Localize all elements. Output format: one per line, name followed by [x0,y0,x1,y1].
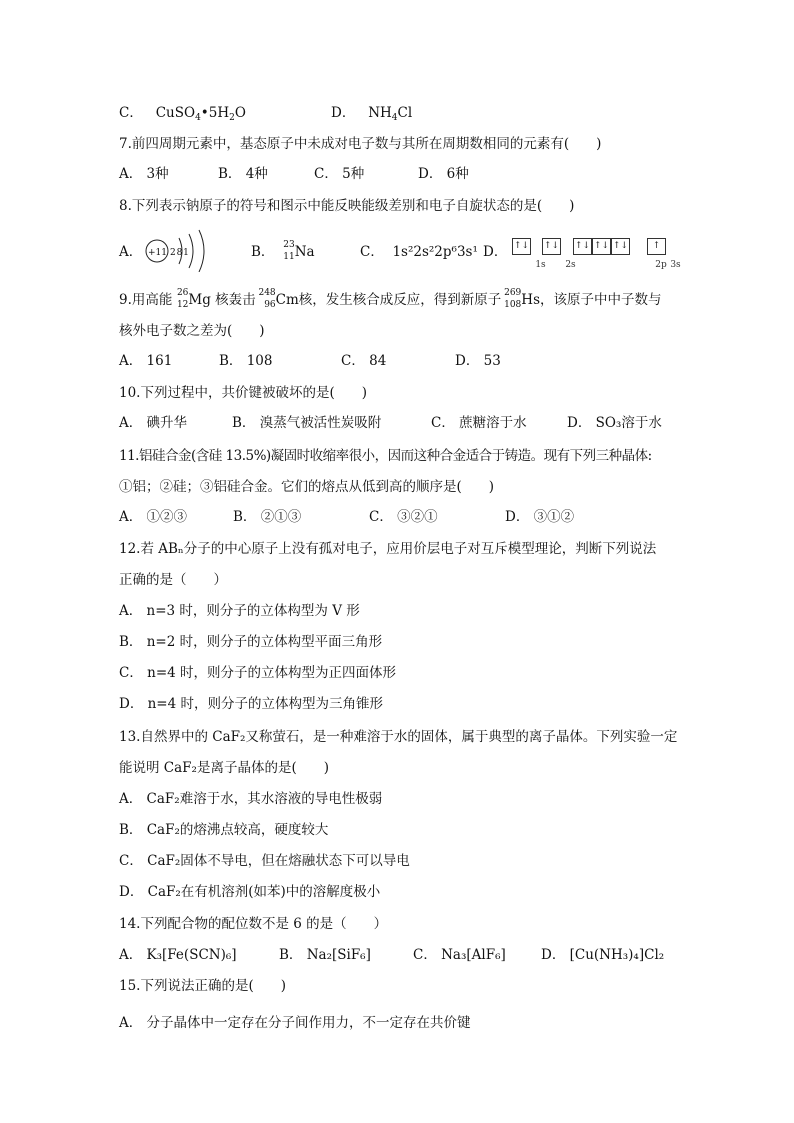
q9-stem-line2: 核外电子数之差为( ) [119,323,265,339]
q9-option-a[interactable]: A． 161 [119,353,173,369]
q11-stem-line1: 11.铝硅合金(含硅 13.5%)凝固时收缩率很小，因而这种合金适合于铸造。现有下列三种晶体: [119,448,652,464]
q13-option-d[interactable]: D． CaF₂在有机溶剂(如苯)中的溶解度极小 [119,884,381,900]
q13-option-a[interactable]: A． CaF₂难溶于水，其水溶液的导电性极弱 [119,791,383,807]
orbital-2s: ↑↓ 2s [542,238,561,258]
orbital-box-paired: ↑↓ [542,238,561,255]
atom-shell-electrons: 2 8 1 [170,248,188,258]
q6-option-d[interactable]: D． $NH_4Cl$ [331,105,413,123]
q15-stem: 15.下列说法正确的是( ) [119,978,287,994]
q13-stem-line2: 能说明 CaF₂是离子晶体的是( ) [119,760,329,776]
q13-option-c[interactable]: C． CaF₂固体不导电，但在熔融状态下可以导电 [119,853,410,869]
orbital-box-paired: ↑↓ [592,238,611,255]
q11-option-c[interactable]: C． ③②① [369,509,438,525]
atom-nucleus-charge: +11 [148,248,167,258]
q11-stem-line2: ①铝；②硅；③铝硅合金。它们的熔点从低到高的顺序是( ) [119,479,495,495]
orbital-box-paired: ↑↓ [573,238,592,255]
q12-option-a[interactable]: A． n=3 时，则分子的立体构型为 V 形 [119,603,360,619]
q13-stem-line1: 13.自然界中的 CaF₂又称萤石，是一种难溶于水的固体，属于典型的离子晶体。下列实验一定 [119,729,678,745]
q11-option-a[interactable]: A． ①②③ [119,509,188,525]
orbital-2p: ↑↓ ↑↓ ↑↓ 2p [573,238,635,258]
q8-option-a[interactable]: A． [119,244,143,260]
q14-option-a[interactable]: A． K₃[Fe(SCN)₆] [119,947,237,963]
q9-stem-line1: 9.用高能 26 12 Mg 核轰击 248 96 Cm核，发生核合成反应，得到新原子 269 108 Hs，该原子中中子数与 [119,287,662,310]
q12-option-b[interactable]: B． n=2 时，则分子的立体构型平面三角形 [119,634,383,650]
q14-stem: 14.下列配合物的配位数不是 6 的是（ ） [119,916,388,932]
q9-option-b[interactable]: B． 108 [219,353,273,369]
orbital-box-paired: ↑↓ [512,238,531,255]
orbital-box-single: ↑ [647,238,666,255]
q15-option-a[interactable]: A． 分子晶体中一定存在分子间作用力，不一定存在共价键 [119,1015,471,1031]
q7-option-d[interactable]: D． 6种 [418,166,469,182]
q7-option-a[interactable]: A． 3种 [119,166,169,182]
orbital-box-paired: ↑↓ [611,238,630,255]
q8-option-c[interactable]: C． 1s²2s²2p⁶3s¹ [360,244,478,260]
q14-option-b[interactable]: B． Na₂[SiF₆] [279,947,371,963]
q12-stem-line2: 正确的是（ ） [119,572,227,588]
q12-option-d[interactable]: D． n=4 时，则分子的立体构型为三角锥形 [119,696,384,712]
q13-option-b[interactable]: B． CaF₂的熔沸点较高，硬度较大 [119,822,329,838]
q14-option-c[interactable]: C． Na₃[AlF₆] [413,947,506,963]
q9-option-d[interactable]: D． 53 [455,353,501,369]
q12-option-c[interactable]: C． n=4 时，则分子的立体构型为正四面体形 [119,665,397,681]
q12-stem-line1: 12.若 ABₙ分子的中心原子上没有孤对电子，应用价层电子对互斥模型理论，判断下列说法 [119,541,657,557]
q8-stem: 8.下列表示钠原子的符号和图示中能反映能级差别和电子自旋状态的是( ) [119,198,575,214]
orbital-1s: ↑↓ 1s [512,238,531,258]
q11-option-b[interactable]: B． ②①③ [233,509,302,525]
q10-option-b[interactable]: B． 溴蒸气被活性炭吸附 [232,415,382,431]
q10-option-a[interactable]: A． 碘升华 [119,415,188,431]
q14-option-d[interactable]: D． [Cu(NH₃)₄]Cl₂ [541,947,665,963]
q10-option-d[interactable]: D． SO₃溶于水 [567,415,662,431]
q10-stem: 10.下列过程中，共价键被破坏的是( ) [119,385,368,401]
q7-option-b[interactable]: B． 4种 [218,166,268,182]
q7-option-c[interactable]: C． 5种 [314,166,365,182]
q9-option-c[interactable]: C． 84 [341,353,387,369]
q11-option-d[interactable]: D． ③①② [505,509,575,525]
orbital-3s: ↑ 3s [647,238,666,258]
q6-option-c[interactable]: C． $CuSO_4•5H_2O$ [119,105,246,123]
q7-stem: 7.前四周期元素中，基态原子中未成对电子数与其所在周期数相同的元素有( ) [119,136,602,152]
q8-option-d[interactable]: D． [483,244,508,260]
q8-option-b[interactable]: B． 23 11 Na [251,239,315,262]
q10-option-c[interactable]: C． 蔗糖溶于水 [431,415,527,431]
